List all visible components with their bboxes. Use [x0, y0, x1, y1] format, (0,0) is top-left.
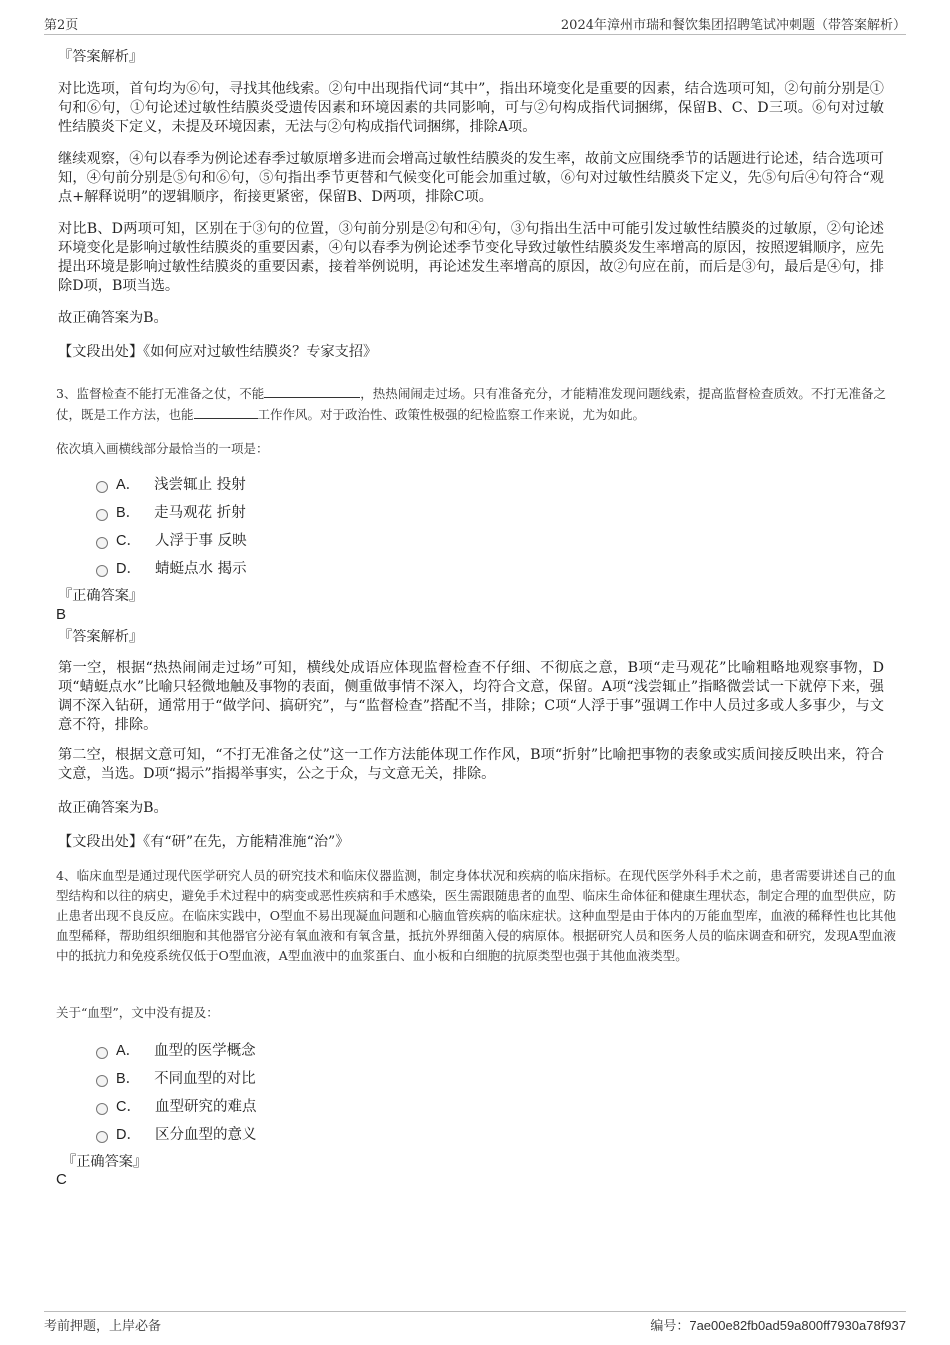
q2-analysis-label: 『答案解析』: [58, 49, 144, 65]
document-title: 2024年漳州市瑞和餐饮集团招聘笔试冲刺题（带答案解析）: [560, 18, 906, 33]
q3-analysis-para-1: 第一空，根据“热热闹闹走过场”可知，横线处成语应体现监督检查不仔细、不彻底之意，B项“走马观花”比喻粗略地观察事物，D项“蜻蜓点水”比喻只轻微地触及事物的表面，侧重做事情不深入，均符合文意，保留。A项“浅尝辄止”指略微尝试一下就停下来，强调不深入钻研，通常用于“做学问、搞研究”，与“监督检查”搭配不当，排除；C项“人浮于事”强调工作中人员过多或人多事少，与文意不符，排除。: [58, 660, 884, 733]
q3-correct-label: 『正确答案』: [58, 588, 144, 604]
page-header: [44, 12, 906, 35]
radio-icon[interactable]: [96, 1047, 108, 1059]
page-footer: [44, 1311, 906, 1336]
q3-option-c[interactable]: C． 人浮于事 反映: [96, 529, 247, 549]
q2-analysis-para-3: 对比B、D两项可知，区别在于③句的位置，③句前分别是②句和④句，③句指出生活中可能引发过敏性结膜炎的过敏原，②句论述环境变化是影响过敏性结膜炎的重要因素，④句以春季为例论述季节变化导致过敏性结膜炎发生率增高的原因，按照逻辑顺序，应先提出环境是影响过敏性结膜炎的重要因素，接着举例说明，再论述发生率增高的原因，故②句应在前，而后是③句，最后是④句，排除D项，B项当选。: [58, 221, 884, 294]
q3-conclusion: 故正确答案为B。: [58, 800, 168, 816]
q4-instruction: 关于“血型”，文中没有提及：: [56, 1005, 219, 1020]
q4-stem: 4、临床血型是通过现代医学研究人员的研究技术和临床仪器监测，制定身体状况和疾病的临床指标。在现代医学外科手术之前，患者需要讲述自己的血型结构和以往的病史，避免手术过程中的病变或恶性疾病和手术感染，医生需跟随患者的血型、临床生命体征和健康生理状态，制定合理的血型供应，防止患者出现不良反应。在临床实践中，O型血不易出现凝血问题和心脑血管疾病的临床症状。这种血型是由于体内的万能血型库，血液的稀释性也比其他血型稀释，帮助组织细胞和其他器官分泌有氧血液和有氧含量，抵抗外界细菌入侵的病原体。根据研究人员和医务人员的临床调查和研究，发现A型血液中的抵抗力和免疫系统仅低于O型血液，A型血液中的血浆蛋白、血小板和白细胞的抗原类型也强于其他血液类型。: [56, 868, 896, 963]
q3-blank-1: [264, 383, 360, 398]
page-number: 第2页: [44, 18, 79, 33]
q2-source: 【文段出处】《如何应对过敏性结膜炎？专家支招》: [58, 344, 378, 360]
q4-option-a[interactable]: A． 血型的医学概念: [96, 1039, 256, 1059]
q2-analysis-para-2: 继续观察，④句以春季为例论述春季过敏原增多进而会增高过敏性结膜炎的发生率，故前文应围绕季节的话题进行论述，结合选项可知，④句前分别是⑤句和⑥句，⑤句指出季节更替和气候变化可能会加重过敏，⑥句对过敏性结膜炎下定义，先⑤句后④句符合“观点+解释说明”的逻辑顺序，衔接更紧密，保留B、D两项，排除C项。: [58, 151, 884, 205]
q3-analysis-para-2: 第二空，根据文意可知，“不打无准备之仗”这一工作方法能体现工作作风，B项“折射”比喻把事物的表象或实质间接反映出来，符合文意，当选。D项“揭示”指揭举事实，公之于众，与文意无关，排除。: [58, 747, 884, 782]
q4-option-c[interactable]: C． 血型研究的难点: [96, 1095, 256, 1115]
radio-icon[interactable]: [96, 481, 108, 493]
radio-icon[interactable]: [96, 1131, 108, 1143]
q3-option-b[interactable]: B． 走马观花 折射: [96, 501, 246, 521]
q2-analysis-para-1: 对比选项，首句均为⑥句，寻找其他线索。②句中出现指代词“其中”，指出环境变化是重要的因素，结合选项可知，②句前分别是①句和⑥句，①句论述过敏性结膜炎受遗传因素和环境因素的共同影响，可与②句构成指代词捆绑，保留B、C、D三项。⑥句对过敏性结膜炎下定义，未提及环境因素，无法与②句构成指代词捆绑，排除A项。: [58, 81, 884, 135]
footer-slogan: 考前押题，上岸必备: [44, 1319, 162, 1334]
radio-icon[interactable]: [96, 537, 108, 549]
q3-correct-answer: B: [56, 606, 67, 623]
radio-icon[interactable]: [96, 509, 108, 521]
radio-icon[interactable]: [96, 1103, 108, 1115]
radio-icon[interactable]: [96, 1075, 108, 1087]
radio-icon[interactable]: [96, 565, 108, 577]
q4-option-b[interactable]: B． 不同血型的对比: [96, 1067, 256, 1087]
q3-analysis-label: 『答案解析』: [58, 629, 144, 645]
q3-option-d[interactable]: D． 蜻蜓点水 揭示: [96, 557, 247, 577]
q3-source: 【文段出处】《有“研”在先，方能精准施“治”》: [58, 834, 350, 850]
q4-correct-label: 『正确答案』: [62, 1154, 148, 1170]
q3-stem: 3、监督检查不能打无准备之仗，不能 ，热热闹闹走过场。只有准备充分，才能精准发现问题线索，提高监督检查质效。不打无准备之仗，既是工作方法，也能 工作作风。对于政治性、政策性极强的纪检监察工作来说，尤为如此。: [56, 383, 886, 425]
q4-option-d[interactable]: D． 区分血型的意义: [96, 1123, 256, 1143]
q2-conclusion: 故正确答案为B。: [58, 310, 168, 326]
q3-blank-2: [194, 404, 258, 419]
q3-instruction: 依次填入画横线部分最恰当的一项是：: [56, 441, 269, 456]
q3-option-a[interactable]: A． 浅尝辄止 投射: [96, 473, 246, 493]
q4-correct-answer: C: [56, 1171, 67, 1188]
document-code: 编号：7ae00e82fb0ad59a800ff7930a78f937: [650, 1318, 906, 1333]
